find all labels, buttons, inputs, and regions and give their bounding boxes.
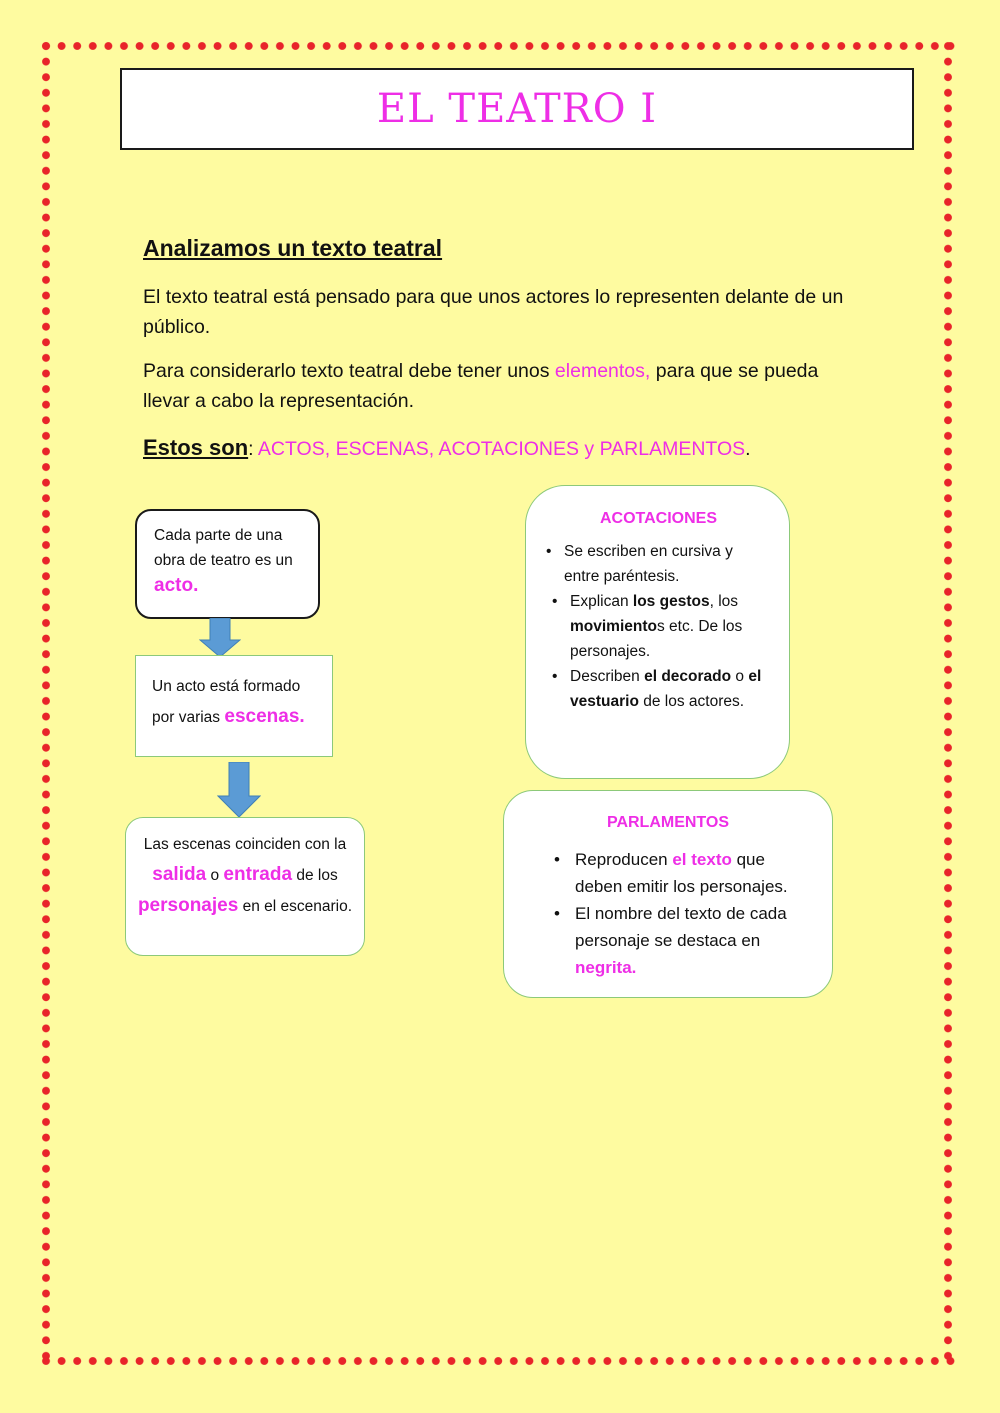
personajes-t4: en el escenario.: [238, 898, 353, 915]
elements-highlight: elementos,: [554, 360, 651, 382]
acot-b2-pre: Explican: [570, 593, 633, 610]
dotted-border-top: [40, 40, 960, 52]
dotted-border-right: [942, 40, 954, 1367]
parl-b1-pre: Reproducen: [575, 850, 673, 869]
acotaciones-heading: ACOTACIONES: [599, 510, 718, 527]
parl-b2-pre: El nombre del texto de cada personaje se destaca en: [575, 904, 787, 950]
acto-box: [135, 509, 320, 619]
intro-paragraph: El texto teatral está pensado para que unos actores lo representen delante de un público.: [143, 286, 844, 338]
acotaciones-box: [525, 485, 790, 779]
acot-b1: Se escriben en cursiva y entre paréntesis.: [564, 543, 733, 585]
entrada-highlight: entrada: [223, 864, 293, 885]
escenas-highlight: escenas.: [224, 706, 305, 727]
arrow-down-icon: [199, 618, 241, 658]
dotted-border-left: [40, 40, 52, 1367]
list-item: [552, 664, 771, 714]
acot-b2-bold2: movimiento: [570, 618, 657, 635]
acot-b2-post: s etc. De los personajes.: [570, 618, 743, 660]
list-item: [554, 846, 812, 900]
personajes-highlight: personajes: [137, 895, 239, 916]
acot-b2-bold1: los gestos: [632, 593, 710, 610]
personajes-box: [125, 817, 365, 956]
estos-son-period: .: [745, 438, 751, 460]
acot-b3-mid: o: [731, 668, 749, 685]
title-box: [120, 68, 914, 150]
list-item: [554, 900, 812, 981]
personajes-t2: o: [206, 867, 224, 884]
parl-b1-post: que deben emitir los personajes.: [575, 850, 788, 896]
elements-text-before: Para considerarlo texto teatral debe tener unos: [143, 360, 555, 382]
acot-b3-pre: Describen: [570, 668, 645, 685]
elements-text-after: para que se pueda llevar a cabo la representación.: [143, 360, 819, 412]
section-heading: Analizamos un texto teatral: [143, 235, 443, 261]
estos-son-line: [143, 433, 863, 464]
escenas-box: [135, 655, 333, 757]
acotaciones-list: [546, 539, 771, 714]
acot-b3-bold2: el vestuario: [570, 668, 762, 710]
salida-highlight: salida: [152, 864, 207, 885]
acot-b3-post: de los actores.: [638, 693, 745, 710]
acto-text: Cada parte de una obra de teatro es un: [154, 527, 293, 569]
escenas-text: Un acto está formado por varias: [152, 678, 301, 726]
estos-son-colon: :: [248, 438, 258, 460]
acto-highlight: acto.: [154, 575, 199, 596]
parlamentos-box: [503, 790, 833, 998]
estos-son-items: ACTOS, ESCENAS, ACOTACIONES y PARLAMENTOS: [257, 438, 746, 460]
list-item: [546, 539, 771, 589]
acot-b3-bold1: el decorado: [644, 668, 732, 685]
personajes-t3: de los: [292, 867, 338, 884]
parlamentos-heading: PARLAMENTOS: [606, 814, 730, 831]
list-item: [552, 589, 771, 664]
page-title: EL TEATRO I: [376, 86, 658, 132]
parlamentos-list: [554, 846, 812, 981]
estos-son-label: Estos son: [143, 435, 249, 460]
arrow-down-icon: [217, 762, 261, 818]
personajes-t1: Las escenas coinciden con la: [143, 836, 347, 853]
parl-b1-highlight: el texto: [672, 850, 732, 869]
acot-b2-mid: , los: [709, 593, 739, 610]
elements-paragraph: [143, 356, 863, 416]
parl-b2-highlight: negrita.: [575, 958, 637, 977]
dotted-border-bottom: [40, 1355, 960, 1367]
